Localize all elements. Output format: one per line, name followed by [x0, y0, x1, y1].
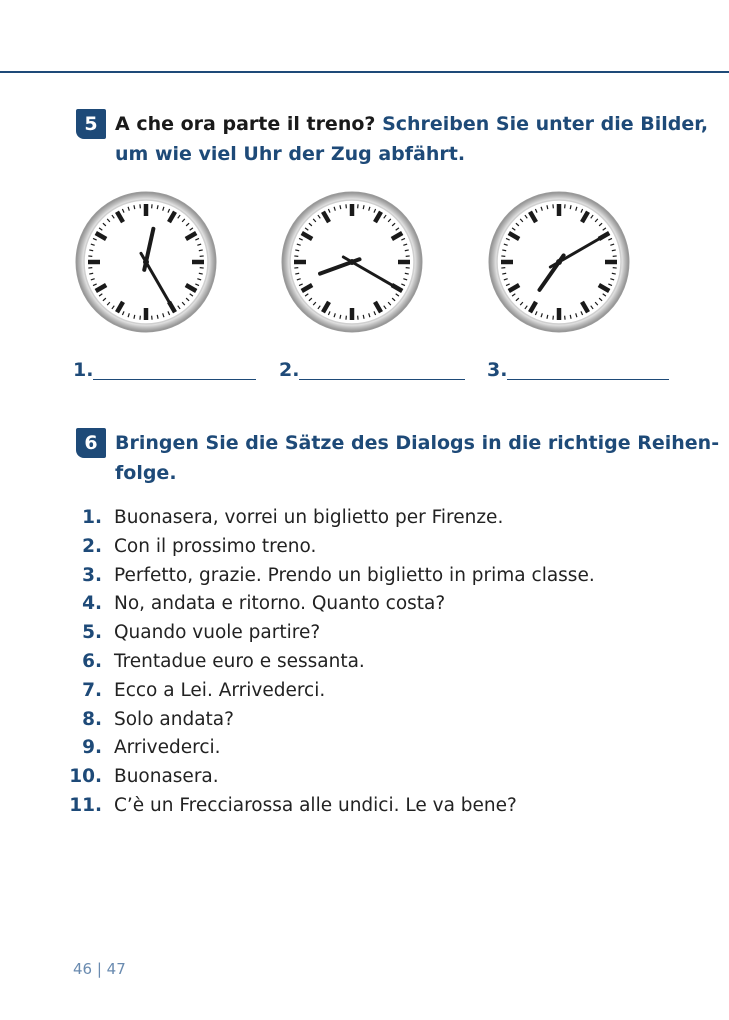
exercise-6-badge: 6 [76, 428, 106, 458]
page-numbers: 46 | 47 [73, 960, 126, 978]
exercise-5-title-german-2: um wie viel Uhr der Zug abfährt. [115, 143, 466, 165]
minute-marker [502, 250, 506, 251]
minute-marker [363, 315, 364, 319]
sentence-number: 8. [82, 708, 102, 730]
minute-marker [340, 315, 341, 319]
sentence-text: Buonasera. [114, 766, 219, 788]
minute-marker [340, 205, 341, 209]
clock-2 [281, 191, 423, 333]
minute-marker [157, 315, 158, 319]
sentence-text: Arrivederci. [114, 737, 221, 759]
answer-3-label: 3. [487, 359, 508, 381]
answer-2-blank[interactable] [299, 379, 465, 380]
answer-3 [487, 356, 669, 384]
sentence-text: Buonasera, vorrei un biglietto per Firenze. [114, 507, 504, 528]
sentence-item [0, 590, 729, 619]
top-rule [0, 71, 729, 73]
answer-2-label: 2. [279, 359, 300, 381]
minute-marker [199, 250, 203, 251]
minute-marker [199, 273, 203, 274]
minute-marker [570, 205, 571, 209]
exercise-5-title-german-1: Schreiben Sie unter die Bilder, [382, 113, 709, 135]
minute-marker [547, 205, 548, 209]
sentence-number: 7. [82, 679, 102, 701]
sentence-text: No, andata e ritorno. Quanto costa? [114, 593, 446, 615]
sentence-number: 1. [82, 507, 102, 528]
clock-center [556, 259, 562, 265]
sentence-text: Quando vuole partire? [114, 622, 321, 644]
exercise-6-title [115, 428, 719, 488]
exercise-5-title [115, 109, 708, 169]
sentence-number: 10. [69, 766, 102, 788]
sentence-number: 5. [82, 622, 102, 644]
exercise-6-title-line-2: folge. [115, 462, 177, 484]
clock-face-icon [281, 191, 423, 333]
answer-1 [73, 356, 256, 384]
exercise-6-title-line-1: Bringen Sie die Sätze des Dialogs in die richtige Reihen- [115, 432, 720, 454]
answer-3-blank[interactable] [507, 379, 669, 380]
minute-marker [89, 273, 93, 274]
minute-marker [405, 273, 409, 274]
answer-2 [279, 356, 466, 384]
minute-marker [363, 205, 364, 209]
clock-center [349, 259, 355, 265]
answer-1-blank[interactable] [93, 379, 256, 380]
minute-marker [157, 205, 158, 209]
sentence-item [0, 677, 729, 706]
minute-marker [612, 250, 616, 251]
sentence-item [0, 763, 729, 792]
sentence-item [0, 504, 729, 533]
sentence-number: 6. [82, 650, 102, 672]
sentence-item [0, 648, 729, 677]
minute-marker [547, 315, 548, 319]
sentence-text: Solo andata? [114, 708, 234, 730]
minute-marker [405, 250, 409, 251]
sentence-text: Perfetto, grazie. Prendo un biglietto in prima classe. [114, 564, 595, 586]
sentence-number: 3. [82, 564, 102, 586]
minute-marker [134, 315, 135, 319]
sentence-item [0, 533, 729, 562]
clock-1 [75, 191, 217, 333]
sentence-item [0, 619, 729, 648]
sentence-text: Con il prossimo treno. [114, 535, 317, 557]
minute-marker [134, 205, 135, 209]
answer-1-label: 1. [73, 359, 94, 381]
minute-marker [612, 273, 616, 274]
sentence-text: Trentadue euro e sessanta. [114, 650, 365, 672]
sentence-item [0, 792, 729, 821]
minute-marker [89, 250, 93, 251]
sentence-number: 11. [69, 794, 102, 816]
exercise-5-badge: 5 [76, 109, 106, 139]
sentence-list [0, 504, 729, 821]
sentence-text: C’è un Frecciarossa alle undici. Le va bene? [114, 794, 517, 816]
sentence-text: Ecco a Lei. Arrivederci. [114, 679, 326, 701]
sentence-item [0, 706, 729, 735]
sentence-number: 9. [82, 737, 102, 759]
exercise-5-title-italian: A che ora parte il treno? [115, 113, 376, 135]
clock-face-icon [488, 191, 630, 333]
minute-marker [295, 273, 299, 274]
sentence-number: 4. [82, 593, 102, 615]
sentence-item [0, 562, 729, 591]
clock-face-icon [75, 191, 217, 333]
minute-marker [295, 250, 299, 251]
minute-marker [570, 315, 571, 319]
minute-marker [502, 273, 506, 274]
sentence-number: 2. [82, 535, 102, 557]
clock-center [143, 259, 149, 265]
sentence-item [0, 734, 729, 763]
clock-3 [488, 191, 630, 333]
